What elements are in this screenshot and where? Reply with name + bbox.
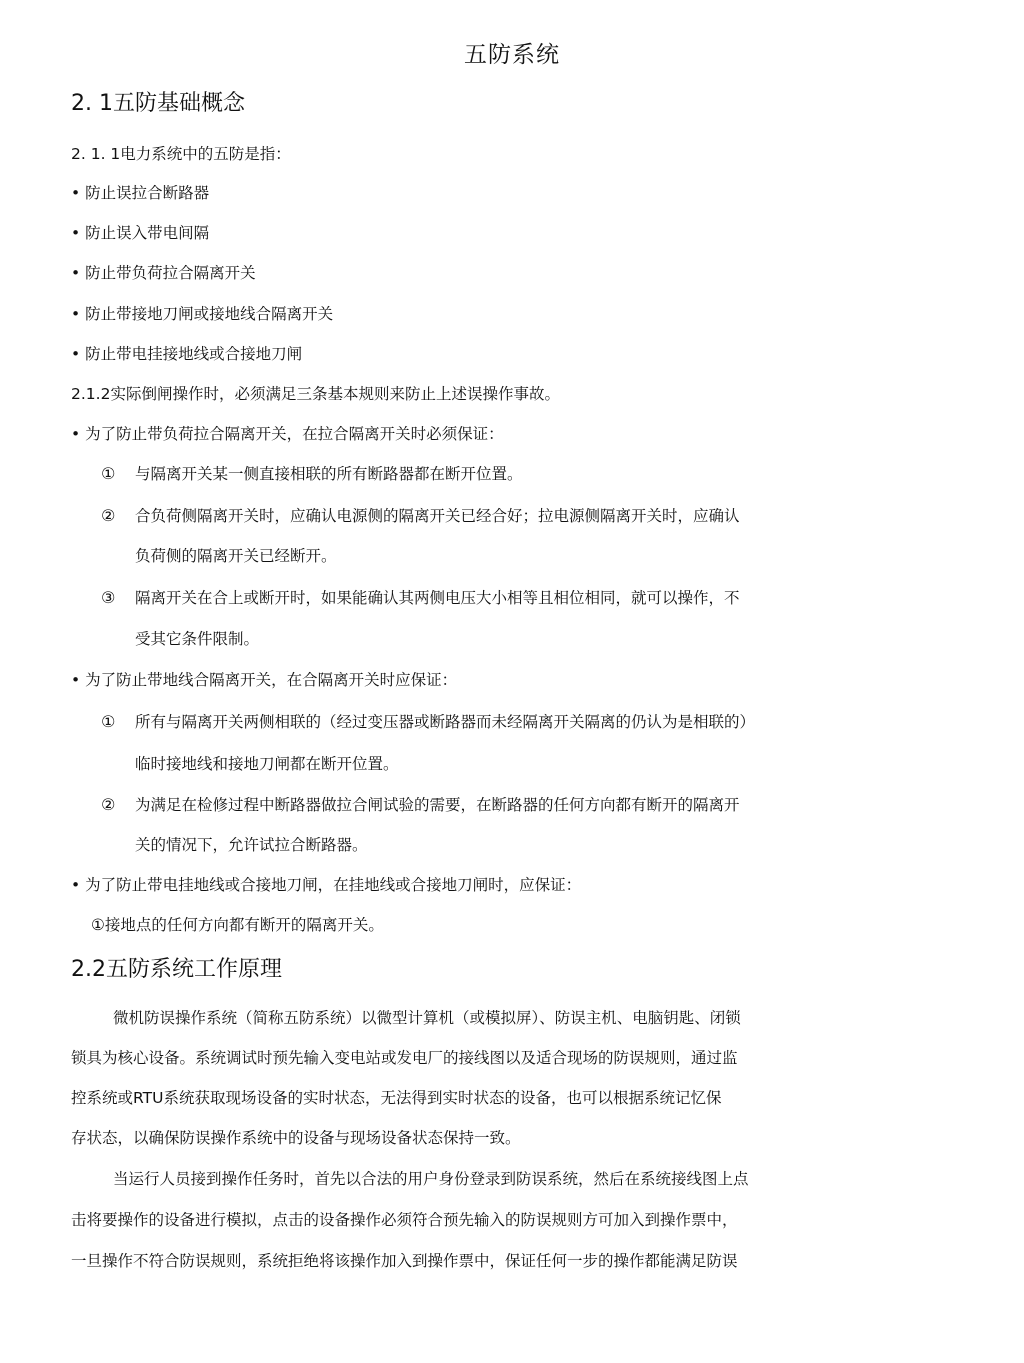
item-number: ① xyxy=(101,712,116,731)
list-item: • 防止带接地刀闸或接地线合隔离开关 xyxy=(71,305,334,323)
rule-item-text-cont: 负荷侧的隔离开关已经断开。 xyxy=(135,547,337,565)
rule-item-text: 为满足在检修过程中断路器做拉合闸试验的需要，在断路器的任何方向都有断开的隔离开 xyxy=(135,796,740,814)
rule-lead: • 为了防止带负荷拉合隔离开关，在拉合隔离开关时必须保证： xyxy=(71,425,504,443)
paragraph-line: 击将要操作的设备进行模拟，点击的设备操作必须符合预先输入的防误规则方可加入到操作票中， xyxy=(71,1211,738,1229)
paragraph-line: 当运行人员接到操作任务时，首先以合法的用户身份登录到防误系统，然后在系统接线图上点 xyxy=(113,1170,749,1188)
page-title: 五防系统 xyxy=(464,42,560,68)
rule-item-text-cont: 关的情况下，允许试拉合断路器。 xyxy=(135,836,368,854)
list-item: • 防止带电挂接地线或合接地刀闸 xyxy=(71,345,303,363)
item-number: ② xyxy=(101,506,116,525)
rule-item-text-cont: 受其它条件限制。 xyxy=(135,630,260,648)
paragraph-line: 存状态，以确保防误操作系统中的设备与现场设备状态保持一致。 xyxy=(71,1129,521,1147)
item-number: ③ xyxy=(101,588,116,607)
rule-item-text: 与隔离开关某一侧直接相联的所有断路器都在断开位置。 xyxy=(135,465,523,483)
item-number: ① xyxy=(101,464,116,483)
rule-item-text: 隔离开关在合上或断开时，如果能确认其两侧电压大小相等且相位相同，就可以操作，不 xyxy=(135,589,740,607)
list-item: • 防止误拉合断路器 xyxy=(71,184,210,202)
rule-lead: • 为了防止带地线合隔离开关，在合隔离开关时应保证： xyxy=(71,671,458,689)
paragraph-line: 一旦操作不符合防误规则，系统拒绝将该操作加入到操作票中，保证任何一步的操作都能满足防误 xyxy=(71,1252,738,1270)
item-number: ② xyxy=(101,795,116,814)
rule-item-text: ①接地点的任何方向都有断开的隔离开关。 xyxy=(91,916,384,934)
rule-item-text: 所有与隔离开关两侧相联的（经过变压器或断路器而未经隔离开关隔离的仍认为是相联的） xyxy=(135,713,756,731)
list-item: • 防止带负荷拉合隔离开关 xyxy=(71,264,256,282)
section-heading-2-2: 2.2五防系统工作原理 xyxy=(71,957,282,982)
paragraph-line: 锁具为核心设备。系统调试时预先输入变电站或发电厂的接线图以及适合现场的防误规则，通过监 xyxy=(71,1049,738,1067)
paragraph-intro: 2. 1. 1电力系统中的五防是指： xyxy=(71,145,291,163)
paragraph-line: 控系统或RTU系统获取现场设备的实时状态，无法得到实时状态的设备，也可以根据系统记忆保 xyxy=(71,1089,722,1107)
paragraph-rules-intro: 2.1.2实际倒闸操作时，必须满足三条基本规则来防止上述误操作事故。 xyxy=(71,385,560,403)
rule-item-text: 合负荷侧隔离开关时，应确认电源侧的隔离开关已经合好；拉电源侧隔离开关时，应确认 xyxy=(135,507,740,525)
paragraph-line: 微机防误操作系统（简称五防系统）以微型计算机（或模拟屏）、防误主机、电脑钥匙、闭锁 xyxy=(113,1009,741,1027)
list-item: • 防止误入带电间隔 xyxy=(71,224,210,242)
rule-lead: • 为了防止带电挂地线或合接地刀闸，在挂地线或合接地刀闸时，应保证： xyxy=(71,876,582,894)
section-heading-2-1: 2. 1五防基础概念 xyxy=(71,91,245,116)
rule-item-text-cont: 临时接地线和接地刀闸都在断开位置。 xyxy=(135,755,399,773)
